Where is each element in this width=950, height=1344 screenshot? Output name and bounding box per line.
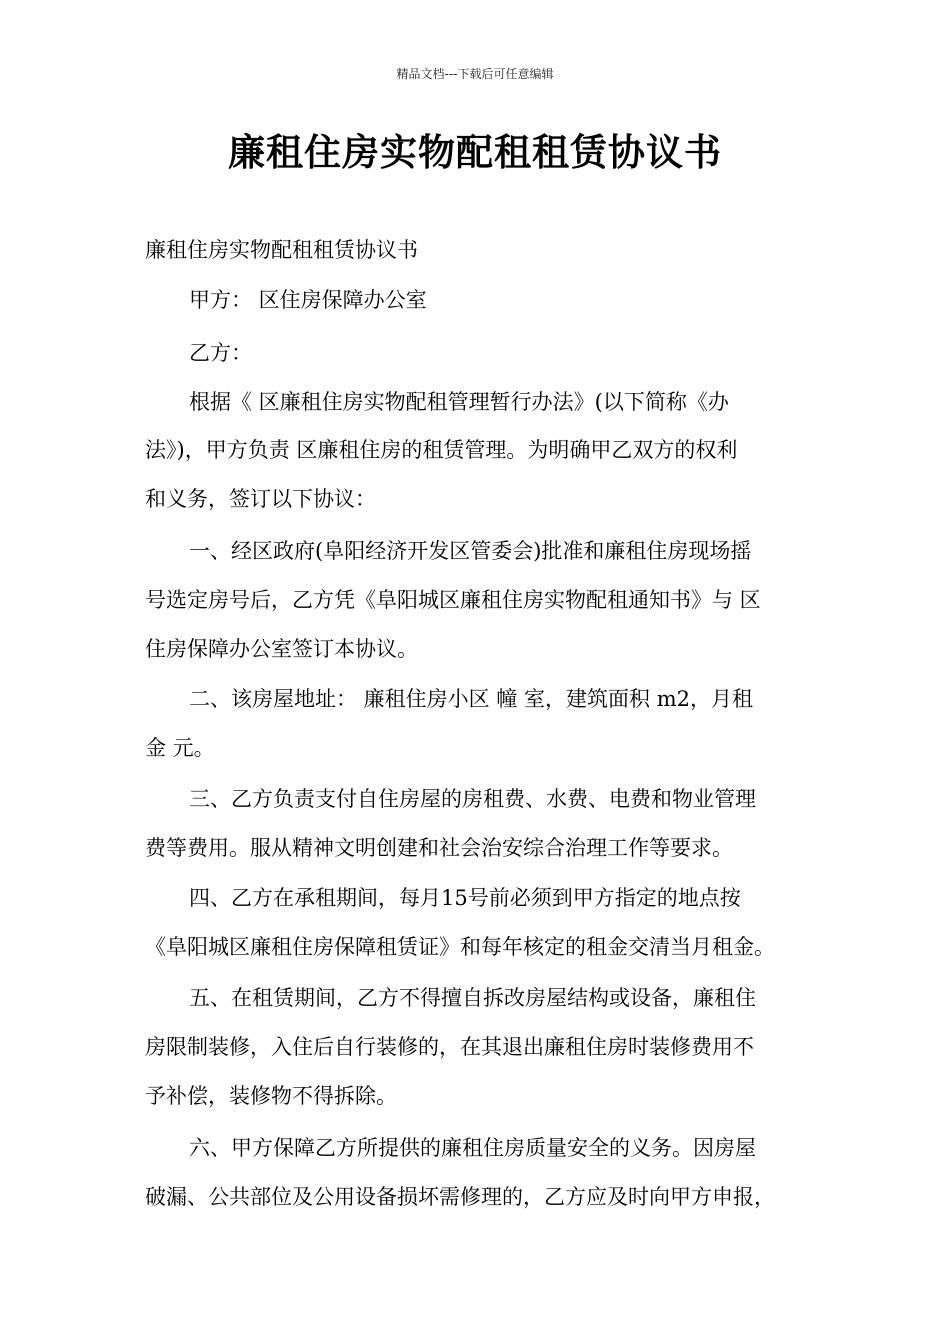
paragraph-line: 破漏、公共部位及公用设备损坏需修理的，乙方应及时向甲方申报， (145, 1185, 775, 1209)
header-note: 精品文档---下载后可任意编辑 (396, 67, 554, 81)
paragraph-line: 三、乙方负责支付自住房屋的房租费、水费、电费和物业管理 (189, 787, 756, 811)
paragraph-line: 五、在租赁期间，乙方不得擅自拆改房屋结构或设备，廉租住 (189, 986, 756, 1010)
paragraph-line: 房限制装修，入住后自行装修的，在其退出廉租住房时装修费用不 (145, 1035, 754, 1059)
paragraph-line: 和义务，签订以下协议： (145, 487, 376, 511)
paragraph-line: 住房保障办公室签订本协议。 (145, 637, 418, 661)
paragraph-line: 四、乙方在承租期间，每月15号前必须到甲方指定的地点按 (189, 886, 741, 910)
paragraph-line: 六、甲方保障乙方所提供的廉租住房质量安全的义务。因房屋 (189, 1136, 756, 1160)
document-title: 廉租住房实物配租租赁协议书 (228, 131, 722, 174)
paragraph-line: 费等费用。服从精神文明创建和社会治安综合治理工作等要求。 (145, 836, 733, 860)
paragraph-line: 予补偿，装修物不得拆除。 (145, 1084, 397, 1108)
paragraph-line: 二、该房屋地址： 廉租住房小区 幢 室，建筑面积 m2，月租 (189, 687, 753, 711)
paragraph-line: 一、经区政府(阜阳经济开发区管委会)批准和廉租住房现场摇 (189, 539, 752, 563)
paragraph-line: 金 元。 (145, 736, 215, 760)
party-a-line: 甲方： 区住房保障办公室 (189, 288, 427, 312)
subtitle-line: 廉租住房实物配租租赁协议书 (145, 238, 418, 262)
party-b-line: 乙方： (189, 341, 252, 365)
paragraph-line: 《阜阳城区廉租住房保障租赁证》和每年核定的租金交清当月租金。 (145, 935, 775, 959)
paragraph-line: 根据《 区廉租住房实物配租管理暂行办法》(以下简称《办 (189, 390, 729, 414)
paragraph-line: 号选定房号后，乙方凭《阜阳城区廉租住房实物配租通知书》与 区 (145, 588, 761, 612)
paragraph-line: 法》)，甲方负责 区廉租住房的租赁管理。为明确甲乙双方的权利 (145, 438, 738, 462)
